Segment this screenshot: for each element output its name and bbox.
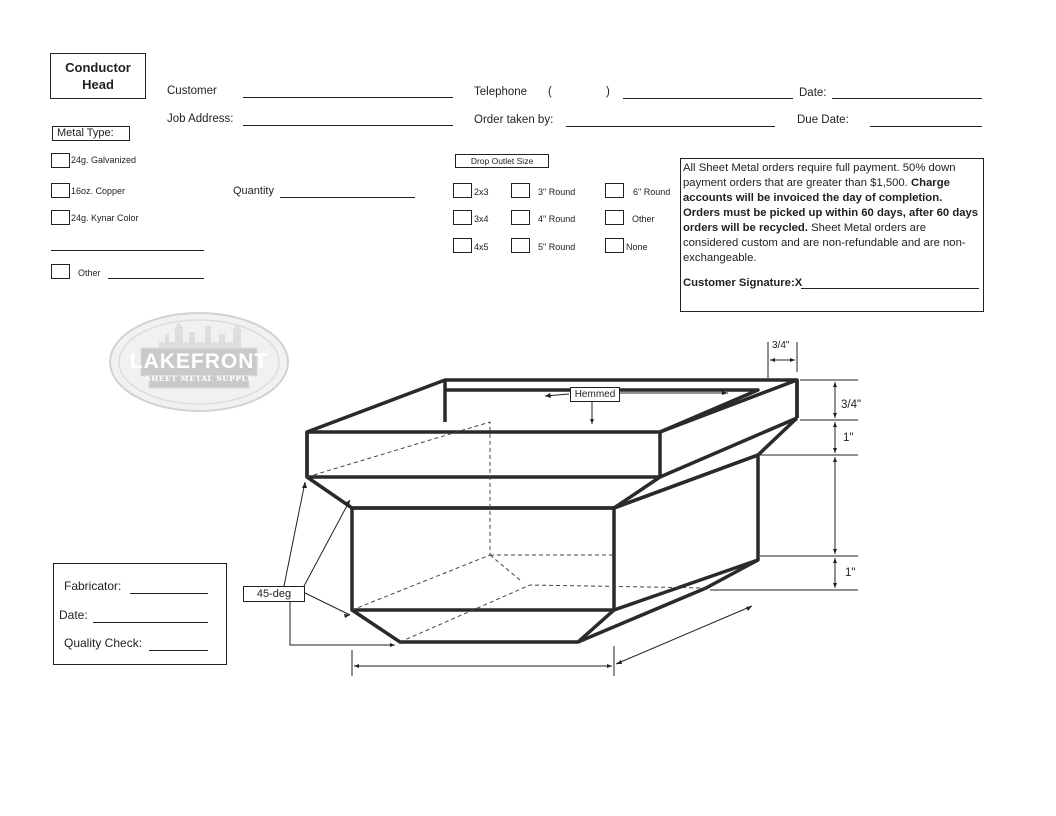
checkbox-24g-kynar[interactable] xyxy=(51,210,70,225)
customer-field[interactable] xyxy=(243,97,453,98)
qc-date-field[interactable] xyxy=(93,622,208,623)
checkbox-2x3[interactable] xyxy=(453,183,472,198)
dim-right-3-label: 1" xyxy=(845,567,856,579)
checkbox-outlet-other[interactable] xyxy=(605,210,624,225)
job-address-label: Job Address: xyxy=(167,113,234,125)
date-label: Date: xyxy=(799,87,827,99)
hemmed-label: Hemmed xyxy=(570,387,620,402)
drop-outlet-heading: Drop Outlet Size xyxy=(455,154,549,168)
title-line-1: Conductor xyxy=(65,60,131,75)
logo-wordmark: LAKEFRONT xyxy=(129,350,269,373)
due-date-field[interactable] xyxy=(870,126,982,127)
company-logo xyxy=(109,312,289,417)
telephone-open-paren: ( xyxy=(548,86,552,98)
job-address-field[interactable] xyxy=(243,125,453,126)
checkbox-3x4[interactable] xyxy=(453,210,472,225)
notice-text-2: Sheet Metal orders are considered custom and are non-refundable and are non-exchangeable. xyxy=(683,222,966,264)
date-field[interactable] xyxy=(832,98,982,99)
checkbox-24g-galvanized[interactable] xyxy=(51,153,70,168)
due-date-label: Due Date: xyxy=(797,114,849,126)
payment-notice xyxy=(680,158,984,312)
outlet-5-round: 5" Round xyxy=(538,242,576,252)
dim-top-label: 3/4" xyxy=(772,340,790,351)
checkbox-metal-other[interactable] xyxy=(51,264,70,279)
outlet-2x3: 2x3 xyxy=(474,187,489,197)
notice-text-bold: Charge accounts will be invoiced the day of completion. Orders must be picked up within 60 days, after 60 days orders will be recycled. xyxy=(683,177,979,234)
fabricator-field[interactable] xyxy=(130,593,208,594)
checkbox-16oz-copper[interactable] xyxy=(51,183,70,198)
dim-right-2-label: 1" xyxy=(843,432,854,444)
option-metal-other: Other xyxy=(78,268,101,278)
checkbox-4x5[interactable] xyxy=(453,238,472,253)
checkbox-none[interactable] xyxy=(605,238,624,253)
quality-check-box xyxy=(53,563,227,665)
angle-label: 45-deg xyxy=(243,586,305,602)
outlet-4-round: 4" Round xyxy=(538,214,576,224)
logo-tagline: SHEET METAL SUPPLY xyxy=(145,374,253,383)
option-16oz-copper: 16oz. Copper xyxy=(71,186,126,196)
qc-date-label: Date: xyxy=(59,608,88,622)
checkbox-3-round[interactable] xyxy=(511,183,530,198)
outlet-6-round: 6" Round xyxy=(633,187,671,197)
quality-check-field[interactable] xyxy=(149,650,208,651)
title-line-2: Head xyxy=(82,77,114,92)
checkbox-4-round[interactable] xyxy=(511,210,530,225)
metal-other-field[interactable] xyxy=(108,278,204,279)
kynar-color-field[interactable] xyxy=(51,250,204,251)
order-taken-label: Order taken by: xyxy=(474,114,554,126)
customer-signature-field[interactable] xyxy=(801,288,979,289)
outlet-3-round: 3" Round xyxy=(538,187,576,197)
telephone-label: Telephone xyxy=(474,86,528,98)
notice-text-1: All Sheet Metal orders require full payment. 50% down payment orders that are greater than $1,500. xyxy=(683,162,956,189)
quality-check-label: Quality Check: xyxy=(64,636,143,650)
checkbox-5-round[interactable] xyxy=(511,238,530,253)
outlet-3x4: 3x4 xyxy=(474,214,489,224)
quantity-label: Quantity xyxy=(233,185,274,197)
telephone-close-paren: ) xyxy=(606,86,610,98)
diagram-outline xyxy=(307,380,797,642)
outlet-other: Other xyxy=(632,214,655,224)
telephone-field[interactable] xyxy=(623,98,793,99)
form-title xyxy=(50,53,146,99)
metal-type-heading: Metal Type: xyxy=(52,126,130,141)
outlet-4x5: 4x5 xyxy=(474,242,489,252)
dimension-arrows xyxy=(302,358,837,668)
fabricator-label: Fabricator: xyxy=(64,579,122,593)
order-taken-field[interactable] xyxy=(566,126,775,127)
outlet-none: None xyxy=(626,242,648,252)
quantity-field[interactable] xyxy=(280,197,415,198)
option-24g-kynar: 24g. Kynar Color xyxy=(71,213,139,223)
dim-right-1-label: 3/4" xyxy=(841,399,862,411)
hidden-lines xyxy=(307,422,706,642)
customer-label: Customer xyxy=(167,85,217,97)
customer-signature-label: Customer Signature:X xyxy=(683,277,803,289)
option-24g-galvanized: 24g. Galvanized xyxy=(71,155,137,165)
checkbox-6-round[interactable] xyxy=(605,183,624,198)
